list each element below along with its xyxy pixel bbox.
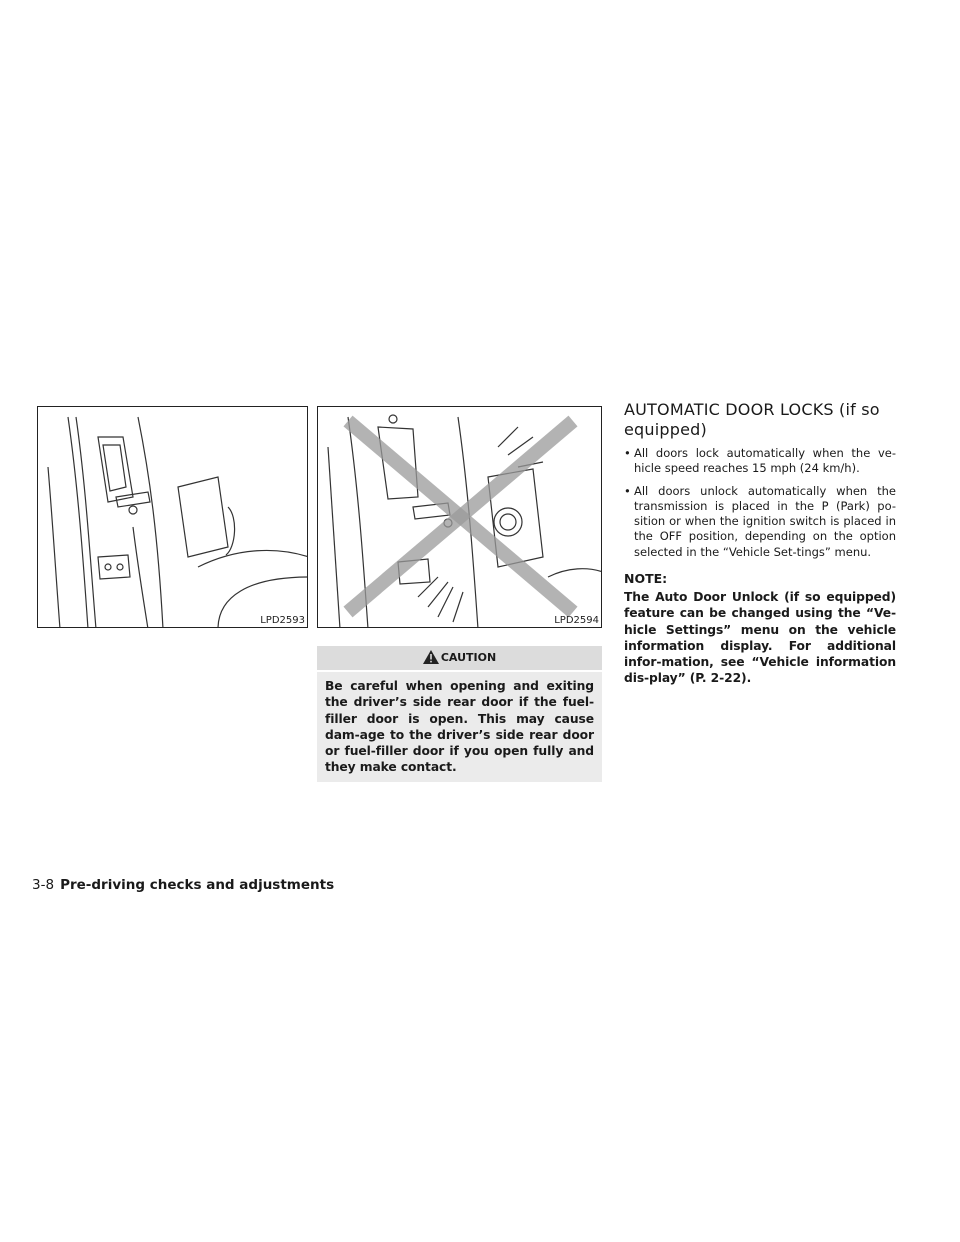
- footer-section-title: Pre-driving checks and adjustments: [60, 877, 335, 893]
- figure-label: LPD2594: [554, 615, 599, 626]
- figure-label: LPD2593: [260, 615, 305, 626]
- caution-body: [317, 672, 602, 782]
- figure-crossed-out: [317, 406, 602, 628]
- door-handle-illustration: [38, 407, 308, 628]
- bullet-icon: •: [624, 483, 631, 498]
- bullet-list: [624, 446, 896, 567]
- list-item: [624, 446, 896, 477]
- bullet-icon: •: [624, 446, 631, 460]
- caution-header: [317, 646, 602, 670]
- figure-door-handle: [37, 406, 308, 628]
- caution-text: Be careful when opening and exiting the driver’s side rear door if the fuel-filler door is open. This may cause dam-age to the driver’s side rear door or fuel-filler door if you open fully and they make contact.: [325, 679, 594, 775]
- caution-title: CAUTION: [440, 651, 497, 664]
- list-item-text: All doors unlock automatically when the transmission is placed in the P (Park) po-sition or when the ignition switch is placed in the OFF position, depending on the option selected in the “Vehicle Set-tings” menu.: [634, 483, 896, 559]
- note-title: NOTE:: [624, 571, 668, 586]
- crossed-out-door-illustration: [318, 407, 602, 628]
- page-footer: [32, 877, 334, 893]
- list-item: [624, 484, 896, 560]
- list-item-text: All doors lock automatically when the ve-hicle speed reaches 15 mph (24 km/h).: [634, 446, 896, 476]
- caution-panel: [317, 646, 602, 782]
- note-text: The Auto Door Unlock (if so equipped) feature can be changed using the “Ve-hicle Settings” menu on the vehicle information display. For additional infor-mation, see “Vehicle information dis-play” (P. 2-22).: [624, 590, 896, 686]
- section-heading: AUTOMATIC DOOR LOCKS (if so equipped): [624, 400, 880, 439]
- warning-triangle-icon: [423, 650, 439, 664]
- page-number: 3-8: [32, 877, 55, 893]
